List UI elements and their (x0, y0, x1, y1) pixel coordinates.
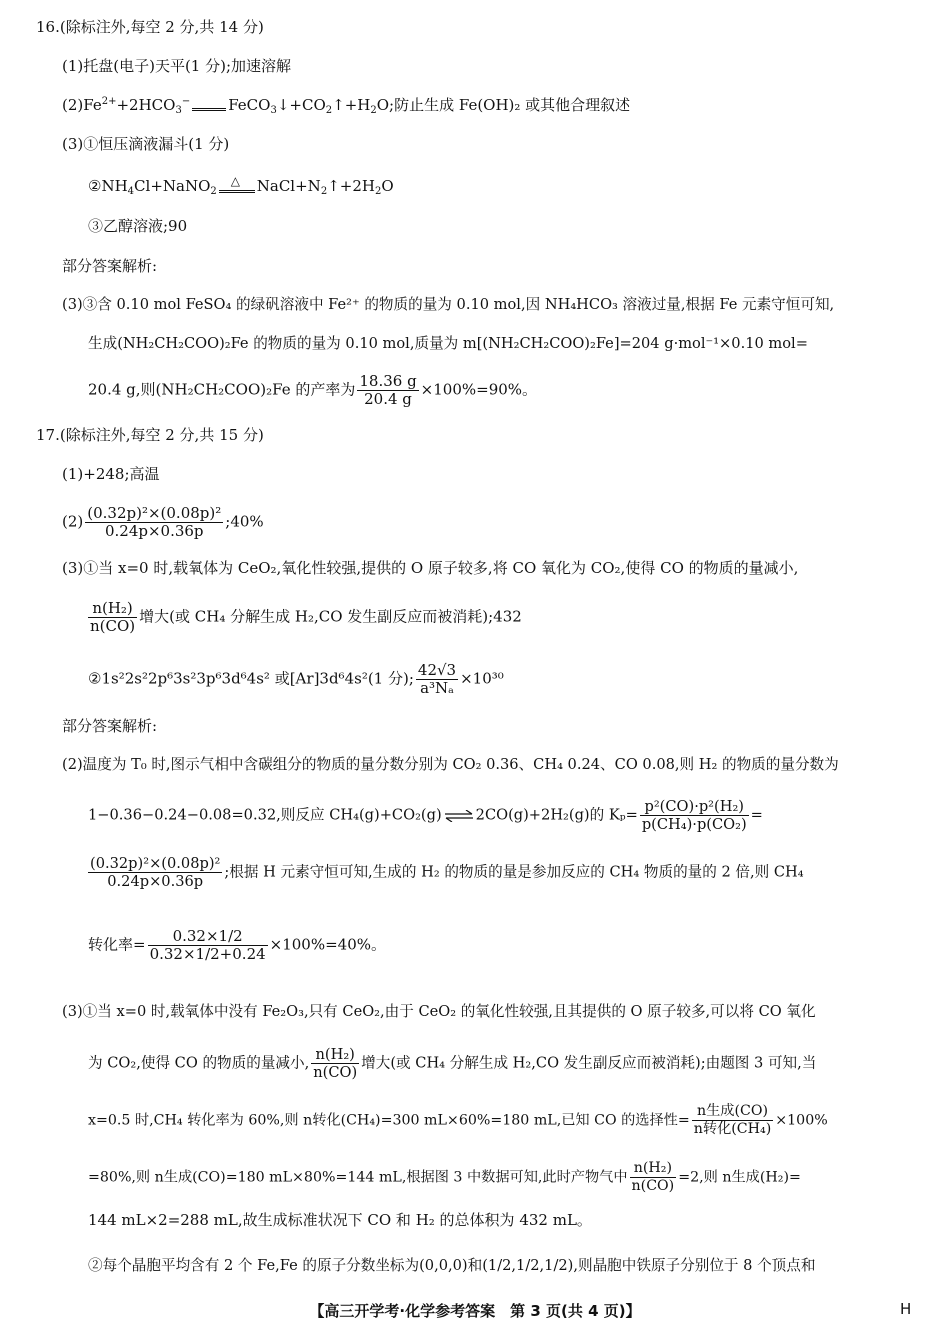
q17-analysis-2-line-1: (2)温度为 T₀ 时,图示气相中含碳组分的物质的量分数分别为 CO₂ 0.36、CH₄ 0.24、CO 0.08,则 H₂ 的物质的量分数为 (62, 756, 839, 773)
q16-answer-3-3: ③乙醇溶液;90 (88, 217, 188, 235)
q17-analysis-3-line-6: ②每个晶胞平均含有 2 个 Fe,Fe 的原子分数坐标为(0,0,0)和(1/2,1/2,1/2),则晶胞中铁原子分别位于 8 个顶点和 (88, 1257, 816, 1274)
q17-analysis-3-line-1: (3)①当 x=0 时,载氧体中没有 Fe₂O₃,只有 CeO₂,由于 CeO₂ 的氧化性较强,且其提供的 O 原子较多,可以将 CO 氧化 (62, 1003, 816, 1020)
page-footer: 【高三开学考·化学参考答案 第 3 页(共 4 页)】 (309, 1302, 641, 1320)
q17-answer-3-line-1: (3)①当 x=0 时,载氧体为 CeO₂,氧化性较强,提供的 O 原子较多,将 CO 氧化为 CO₂,使得 CO 的物质的量减小, (62, 559, 799, 577)
q17-analysis-3-line-2: 为 CO₂,使得 CO 的物质的量减小, $\frac{\text{n(H₂)}}{n(CO)}$ 增大(或 CH₄ 分解生成 H₂,CO 发生副反应而被消耗);由题图 3 可知,当 (88, 1046, 817, 1081)
q17-analysis-title: 部分答案解析: (62, 717, 158, 735)
q16-header: 16.(除标注外,每空 2 分,共 14 分) (36, 18, 264, 36)
reversible-arrow-icon (444, 810, 474, 822)
q16-answer-2: $(2)Fe^{2+}+2HCO_3^-$ $FeCO_3↓+CO_2↑+H_2O$;防止生成 Fe(OH)₂ 或其他合理叙述 (62, 96, 631, 116)
q16-analysis-line-1: (3)③含 0.10 mol FeSO₄ 的绿矾溶液中 Fe²⁺ 的物质的量为 0.10 mol,因 NH₄HCO₃ 溶液过量,根据 Fe 元素守恒可知, (62, 296, 835, 313)
q17-header: 17.(除标注外,每空 2 分,共 15 分) (36, 426, 264, 444)
q17-analysis-2-line-2: 1−0.36−0.24−0.08=0.32,则反应 CH₄(g)+CO₂(g) 2CO(g)+2H₂(g)的 Kₚ= $\frac{\text{p²(CO)·p²(H₂)}}{\text{p(CH₄)·p(CO₂)}}$ = (88, 798, 763, 833)
q16-analysis-line-2: 生成(NH₂CH₂COO)₂Fe 的物质的量为 0.10 mol,质量为 m[(NH₂CH₂COO)₂Fe]=204 g·mol⁻¹×0.10 mol= (88, 335, 808, 352)
q17-answer-3-2: ②1s²2s²2p⁶3s²3p⁶3d⁶4s² 或[Ar]3d⁶4s²(1 分); $\frac{42√3}{\text{a³Nₐ}}$ ×10³⁰ (88, 661, 504, 697)
q16-answer-1: (1)托盘(电子)天平(1 分);加速溶解 (62, 57, 292, 75)
q17-analysis-3-line-5: 144 mL×2=288 mL,故生成标准状况下 CO 和 H₂ 的总体积为 432 mL。 (88, 1211, 592, 1229)
q16-analysis-line-3: 20.4 g,则(NH₂CH₂COO)₂Fe 的产率为 $\frac{18.36 g}{20.4 g}$ ×100%=90%。 (88, 372, 538, 408)
q17-answer-3-line-2: $\frac{\text{n(H₂)}}{n(CO)}$ 增大(或 CH₄ 分解生成 H₂,CO 发生副反应而被消耗);432 (90, 599, 522, 635)
q17-analysis-2-line-4: 转化率= $\frac{0.32\times 1/2}{0.32\times 1/2+0.24}$ ×100%=40%。 (88, 927, 387, 963)
q16-analysis-title: 部分答案解析: (62, 257, 158, 275)
q16-answer-3-1: (3)①恒压滴液漏斗(1 分) (62, 135, 230, 153)
q17-analysis-3-line-3: x=0.5 时,CH₄ 转化率为 60%,则 n转化(CH₄)=300 mL×60%=180 mL,已知 CO 的选择性= $\frac{\text{n生成(CO)}}{\text{n转化(CH₄)}}$ ×100% (88, 1103, 828, 1137)
q17-analysis-3-line-4: =80%,则 n生成(CO)=180 mL×80%=144 mL,根据图 3 中数据可知,此时产物气中 $\frac{\text{n(H₂)}}{n(CO)}$ =2,则 n生成(H₂)= (88, 1160, 801, 1194)
q17-answer-1: (1)+248;高温 (62, 465, 160, 483)
q17-answer-2: (2) $\frac{\text{(0.32p)²×(0.08p)²}}{0.24p\times 0.36p}$ ;40% (62, 504, 264, 540)
q16-answer-3-2: $②NH_4Cl+NaNO_2$ △ $NaCl+N_2↑+2H_2O$ (88, 174, 394, 197)
q17-analysis-2-line-3: $\frac{\text{(0.32p)²×(0.08p)²}}{0.24p\times 0.36p}$ ;根据 H 元素守恒可知,生成的 H₂ 的物质的量是参加反应的 CH₄ 物质的量的 2 倍,则 CH₄ (90, 855, 804, 890)
page-code: H (900, 1300, 912, 1318)
